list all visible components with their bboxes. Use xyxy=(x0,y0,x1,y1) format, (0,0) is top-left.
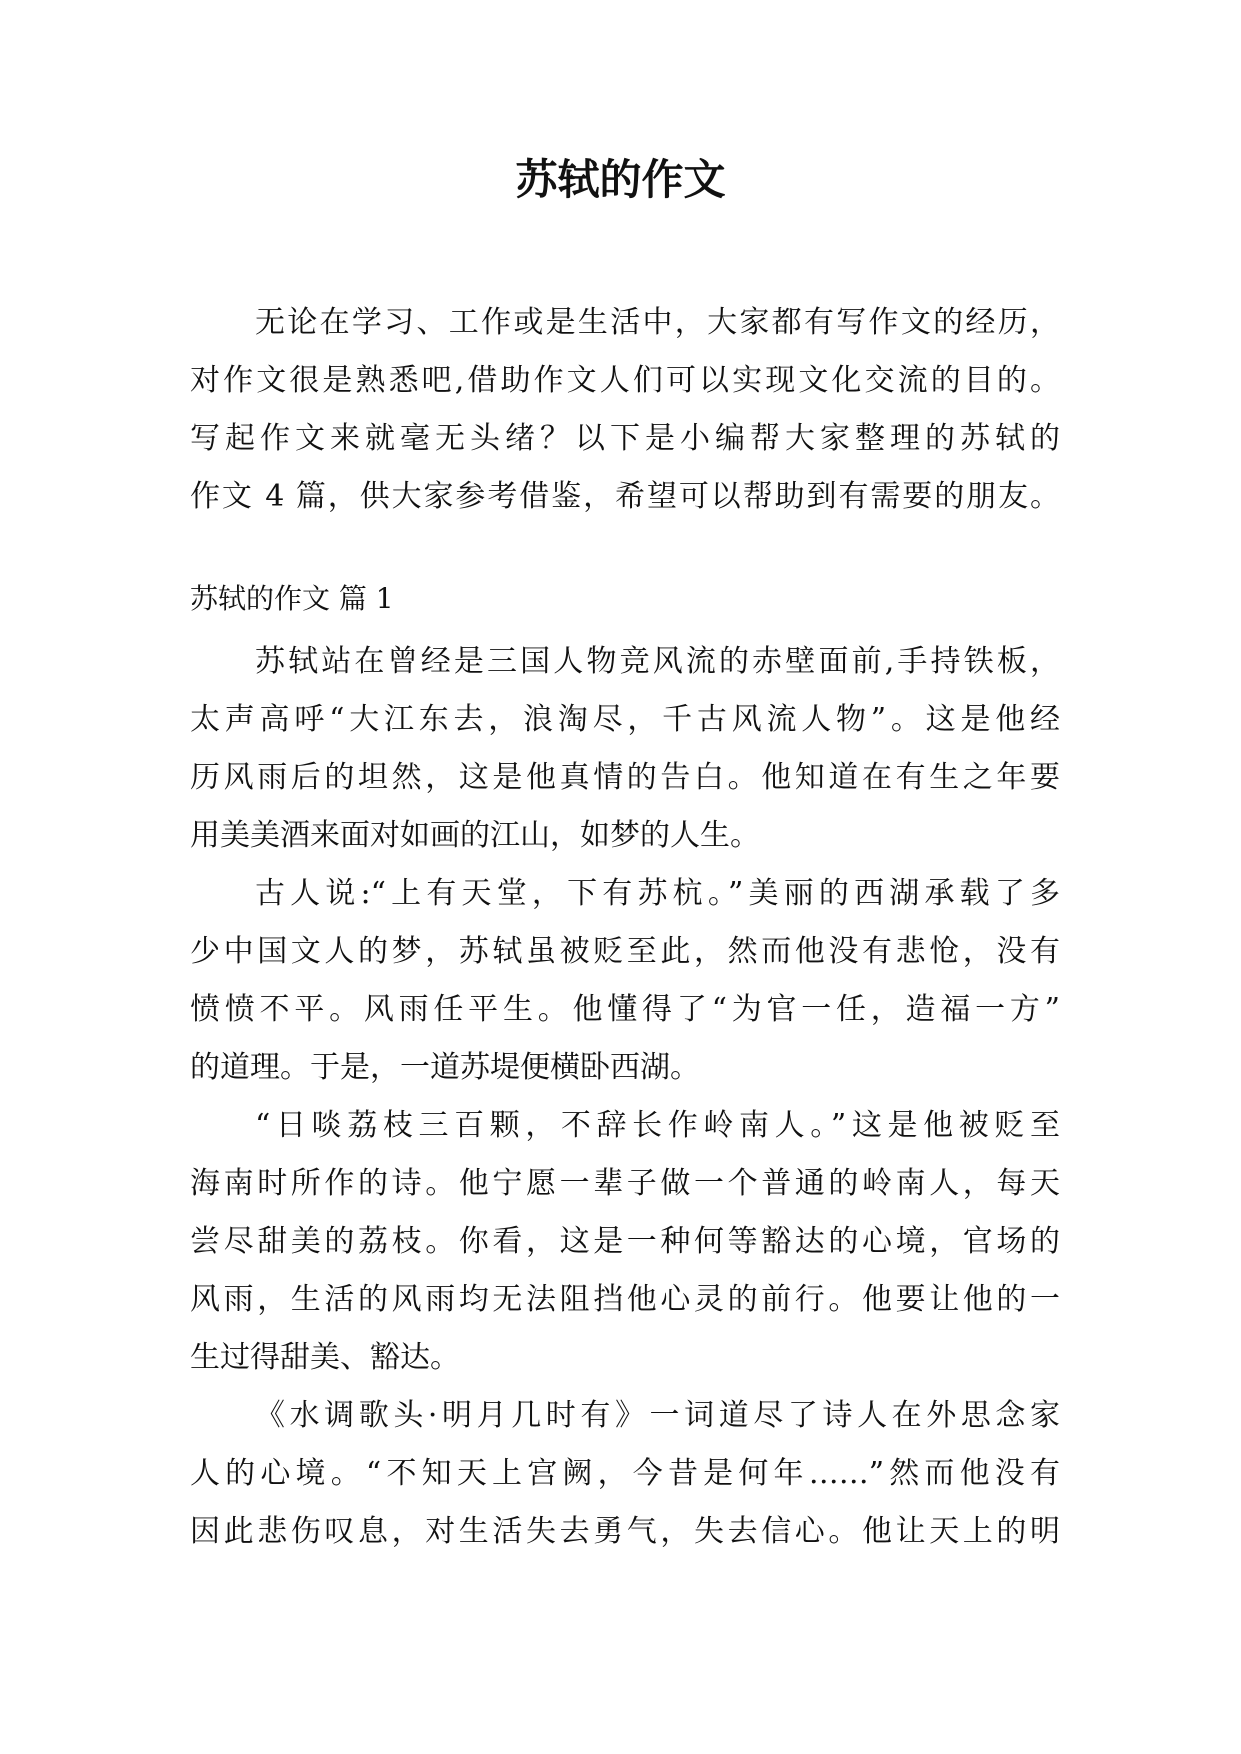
paragraph-line: 愤愤不平。风雨任平生。他懂得了“为官一任，造福一方” xyxy=(190,992,1060,1027)
paragraph-line: “日啖荔枝三百颗，不辞长作岭南人。”这是他被贬至 xyxy=(255,1108,1060,1143)
intro-line: 作文 4 篇，供大家参考借鉴，希望可以帮助到有需要的朋友。 xyxy=(190,479,1060,514)
paragraph-line: 苏轼站在曾经是三国人物竞风流的赤壁面前,手持铁板， xyxy=(255,644,1060,679)
document-title: 苏轼的作文 xyxy=(515,155,726,204)
paragraph-line: 《水调歌头·明月几时有》一词道尽了诗人在外思念家 xyxy=(255,1398,1060,1433)
paragraph-line: 尝尽甜美的荔枝。你看，这是一种何等豁达的心境，官场的 xyxy=(190,1224,1060,1259)
paragraph-line: 少中国文人的梦，苏轼虽被贬至此，然而他没有悲怆，没有 xyxy=(190,934,1060,969)
intro-line: 无论在学习、工作或是生活中，大家都有写作文的经历， xyxy=(255,305,1060,340)
paragraph-line: 历风雨后的坦然，这是他真情的告白。他知道在有生之年要 xyxy=(190,760,1060,795)
section-heading: 苏轼的作文 篇 1 xyxy=(190,582,394,615)
paragraph-line: 海南时所作的诗。他宁愿一辈子做一个普通的岭南人，每天 xyxy=(190,1166,1060,1201)
paragraph-line: 风雨，生活的风雨均无法阻挡他心灵的前行。他要让他的一 xyxy=(190,1282,1060,1317)
paragraph-line: 因此悲伤叹息，对生活失去勇气，失去信心。他让天上的明 xyxy=(190,1514,1060,1549)
paragraph-line: 用美美酒来面对如画的江山，如梦的人生。 xyxy=(190,818,760,853)
paragraph-line: 生过得甜美、豁达。 xyxy=(190,1340,460,1375)
paragraph-line: 的道理。于是，一道苏堤便横卧西湖。 xyxy=(190,1050,700,1085)
paragraph-line: 古人说:“上有天堂，下有苏杭。”美丽的西湖承载了多 xyxy=(255,876,1060,911)
intro-line: 对作文很是熟悉吧,借助作文人们可以实现文化交流的目的。 xyxy=(190,363,1060,398)
intro-line: 写起作文来就毫无头绪？以下是小编帮大家整理的苏轼的 xyxy=(190,421,1060,456)
paragraph-line: 人的心境。“不知天上宫阙，今昔是何年……”然而他没有 xyxy=(190,1456,1060,1491)
paragraph-line: 太声高呼“大江东去，浪淘尽，千古风流人物”。这是他经 xyxy=(190,702,1060,737)
